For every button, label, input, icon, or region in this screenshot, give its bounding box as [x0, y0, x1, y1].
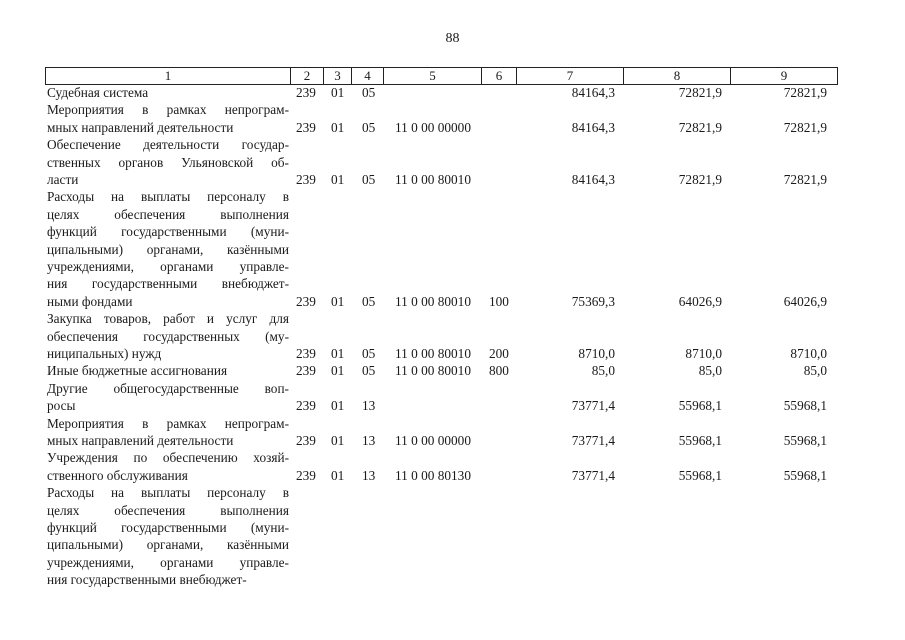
row-description-line: учреждениями, органами управле-: [47, 258, 289, 274]
row-description-line: учреждениями, органами управле-: [47, 554, 289, 570]
row-description-line: ния государственными внебюджет-: [47, 572, 247, 588]
row-description-line: Закупка товаров, работ и услуг для: [47, 311, 289, 327]
chapter-code: 239: [296, 467, 316, 483]
header-col-9: 9: [731, 68, 838, 85]
row-description-line: ными фондами: [47, 293, 133, 309]
amount-year-2: 55968,1: [678, 467, 722, 483]
amount-year-3: 72821,9: [783, 85, 827, 100]
subsection-code: 13: [362, 432, 376, 448]
table-row: [0, 415, 905, 450]
table-row: [0, 362, 905, 379]
row-description-line: ласти: [47, 171, 79, 187]
chapter-code: 239: [296, 398, 316, 414]
amount-year-2: 55968,1: [678, 432, 722, 448]
header-col-7: 7: [517, 68, 624, 85]
section-code: 01: [331, 85, 345, 100]
row-description-line: Учреждения по обеспечению хозяй-: [47, 450, 289, 466]
section-code: 01: [331, 467, 345, 483]
amount-year-3: 72821,9: [783, 171, 827, 187]
section-code: 01: [331, 398, 345, 414]
table-row: [0, 136, 905, 188]
amount-year-2: 72821,9: [678, 85, 722, 100]
row-description-line: мных направлений деятельности: [47, 119, 234, 135]
chapter-code: 239: [296, 171, 316, 187]
amount-year-2: 72821,9: [678, 171, 722, 187]
section-code: 01: [331, 293, 345, 309]
amount-year-3: 85,0: [803, 363, 827, 379]
row-description-line: ственного обслуживания: [47, 467, 188, 483]
row-description-line: росы: [47, 398, 76, 414]
row-description-line: Другие общегосударственные воп-: [47, 380, 289, 396]
subsection-code: 05: [362, 293, 376, 309]
amount-year-3: 55968,1: [783, 467, 827, 483]
row-description-line: Расходы на выплаты персоналу в: [47, 189, 289, 205]
table-row: [0, 101, 905, 136]
row-description-line: ниципальных) нужд: [47, 345, 162, 361]
target-article-code: 11 0 00 00000: [395, 432, 471, 448]
row-description-line: Мероприятия в рамках непрограм-: [47, 415, 289, 431]
chapter-code: 239: [296, 119, 316, 135]
row-description-line: целях обеспечения выполнения: [47, 206, 289, 222]
amount-year-1: 73771,4: [571, 398, 615, 414]
amount-year-1: 75369,3: [571, 293, 615, 309]
row-description-line: мных направлений деятельности: [47, 432, 234, 448]
subsection-code: 05: [362, 119, 376, 135]
amount-year-1: 85,0: [591, 363, 615, 379]
subsection-code: 05: [362, 85, 376, 100]
section-code: 01: [331, 345, 345, 361]
header-col-6: 6: [482, 68, 517, 85]
amount-year-2: 55968,1: [678, 398, 722, 414]
header-col-1: 1: [46, 68, 291, 85]
row-description-line: ципальными) органами, казёнными: [47, 241, 289, 257]
row-description-line: ния государственными внебюджет-: [47, 276, 289, 292]
amount-year-3: 8710,0: [790, 345, 827, 361]
target-article-code: 11 0 00 80010: [395, 293, 471, 309]
row-description-line: целях обеспечения выполнения: [47, 502, 289, 518]
subsection-code: 13: [362, 398, 376, 414]
chapter-code: 239: [296, 85, 316, 100]
row-description-line: Судебная система: [47, 85, 149, 100]
row-description-line: Иные бюджетные ассигнования: [47, 363, 228, 379]
expense-type-code: 200: [489, 345, 509, 361]
chapter-code: 239: [296, 432, 316, 448]
amount-year-3: 64026,9: [783, 293, 827, 309]
header-col-5: 5: [384, 68, 482, 85]
header-col-8: 8: [624, 68, 731, 85]
table-row: [0, 84, 905, 101]
table-row: [0, 484, 905, 588]
row-description-line: функций государственными (муни-: [47, 519, 289, 535]
amount-year-1: 84164,3: [571, 119, 615, 135]
expense-type-code: 100: [489, 293, 509, 309]
table-row: [0, 310, 905, 362]
amount-year-1: 84164,3: [571, 85, 615, 100]
amount-year-2: 64026,9: [678, 293, 722, 309]
target-article-code: 11 0 00 80010: [395, 345, 471, 361]
target-article-code: 11 0 00 80010: [395, 363, 471, 379]
target-article-code: 11 0 00 00000: [395, 119, 471, 135]
target-article-code: 11 0 00 80010: [395, 171, 471, 187]
subsection-code: 05: [362, 363, 376, 379]
subsection-code: 13: [362, 467, 376, 483]
page-number: 88: [445, 31, 460, 46]
target-article-code: 11 0 00 80130: [395, 467, 471, 483]
expense-type-code: 800: [489, 363, 509, 379]
chapter-code: 239: [296, 293, 316, 309]
amount-year-1: 84164,3: [571, 171, 615, 187]
amount-year-1: 8710,0: [578, 345, 615, 361]
header-col-4: 4: [352, 68, 384, 85]
chapter-code: 239: [296, 345, 316, 361]
row-description-line: Обеспечение деятельности государ-: [47, 137, 289, 153]
row-description-line: ципальными) органами, казёнными: [47, 537, 289, 553]
amount-year-2: 85,0: [698, 363, 722, 379]
chapter-code: 239: [296, 363, 316, 379]
row-description-line: функций государственными (муни-: [47, 224, 289, 240]
table-row: [0, 380, 905, 415]
table-row: [0, 188, 905, 310]
row-description-line: Мероприятия в рамках непрограм-: [47, 102, 289, 118]
subsection-code: 05: [362, 171, 376, 187]
amount-year-2: 8710,0: [685, 345, 722, 361]
section-code: 01: [331, 432, 345, 448]
amount-year-3: 72821,9: [783, 119, 827, 135]
amount-year-2: 72821,9: [678, 119, 722, 135]
header-col-2: 2: [291, 68, 324, 85]
subsection-code: 05: [362, 345, 376, 361]
table-row: [0, 449, 905, 484]
row-description-line: Расходы на выплаты персоналу в: [47, 485, 289, 501]
row-description-line: ственных органов Ульяновской об-: [47, 154, 289, 170]
section-code: 01: [331, 171, 345, 187]
row-description-line: обеспечения государственных (му-: [47, 328, 289, 344]
amount-year-1: 73771,4: [571, 432, 615, 448]
amount-year-3: 55968,1: [783, 432, 827, 448]
amount-year-3: 55968,1: [783, 398, 827, 414]
section-code: 01: [331, 363, 345, 379]
section-code: 01: [331, 119, 345, 135]
header-col-3: 3: [324, 68, 352, 85]
amount-year-1: 73771,4: [571, 467, 615, 483]
column-number-header: [45, 67, 838, 85]
